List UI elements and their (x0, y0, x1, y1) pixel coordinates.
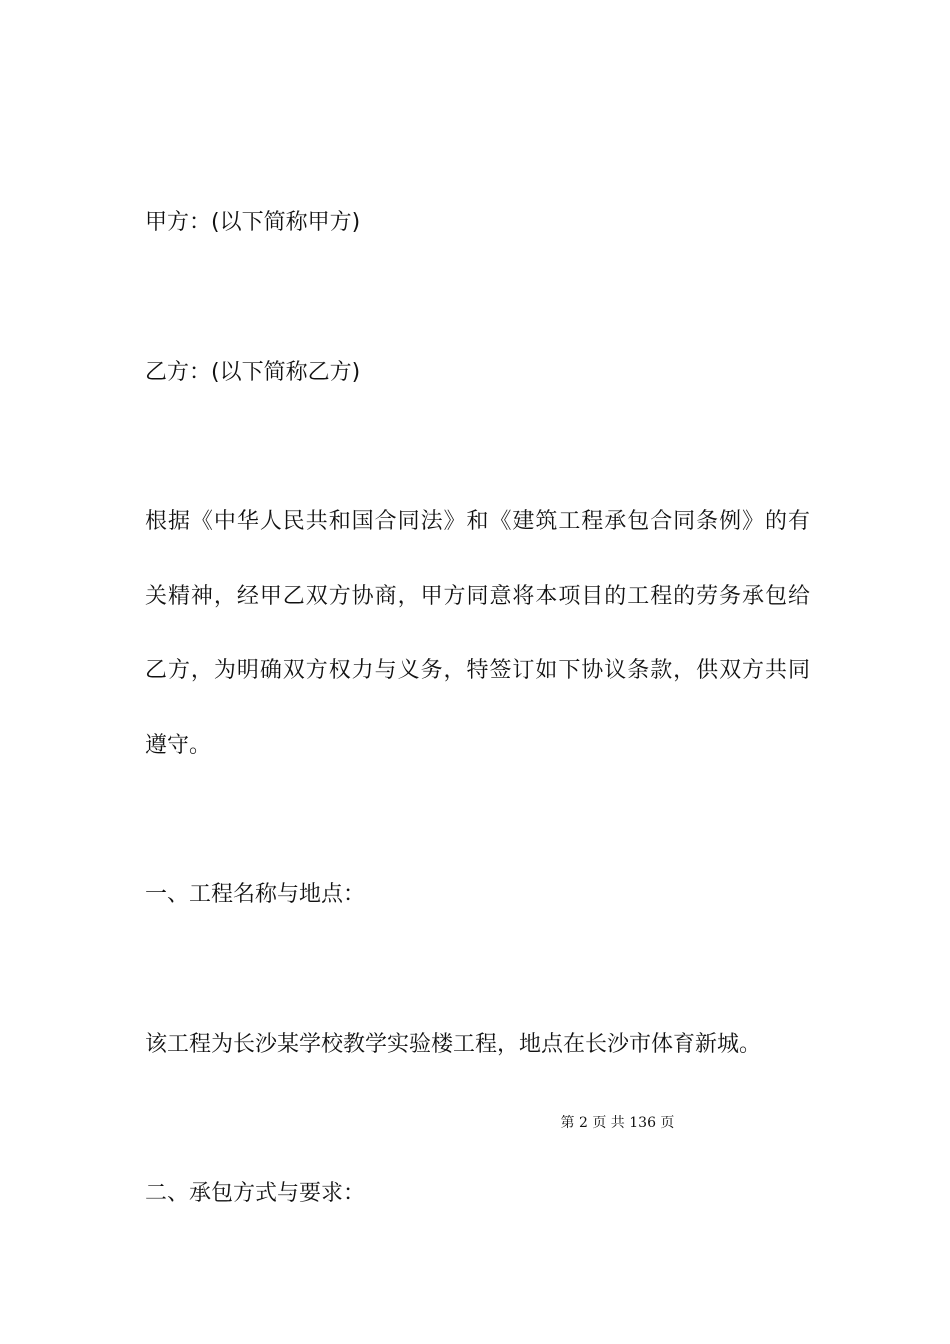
party-b-line: 乙方：(以下简称乙方) (145, 360, 361, 385)
page-footer: 第 2 页 共 136 页 (560, 1115, 675, 1131)
section-1-heading: 一、工程名称与地点： (145, 882, 366, 907)
section-1-body: 该工程为长沙某学校教学实验楼工程，地点在长沙市体育新城。 (145, 1032, 762, 1057)
section-2-heading: 二、承包方式与要求： (145, 1181, 366, 1206)
preamble-line: 根据《中华人民共和国合同法》和《建筑工程承包合同条例》的有 (145, 509, 810, 534)
preamble-line: 关精神，经甲乙双方协商，甲方同意将本项目的工程的劳务承包给 (145, 584, 810, 609)
preamble-line: 遵守。 (145, 733, 212, 758)
party-a-line: 甲方：(以下简称甲方) (145, 210, 361, 235)
preamble-line: 乙方，为明确双方权力与义务，特签订如下协议条款，供双方共同 (145, 658, 810, 683)
